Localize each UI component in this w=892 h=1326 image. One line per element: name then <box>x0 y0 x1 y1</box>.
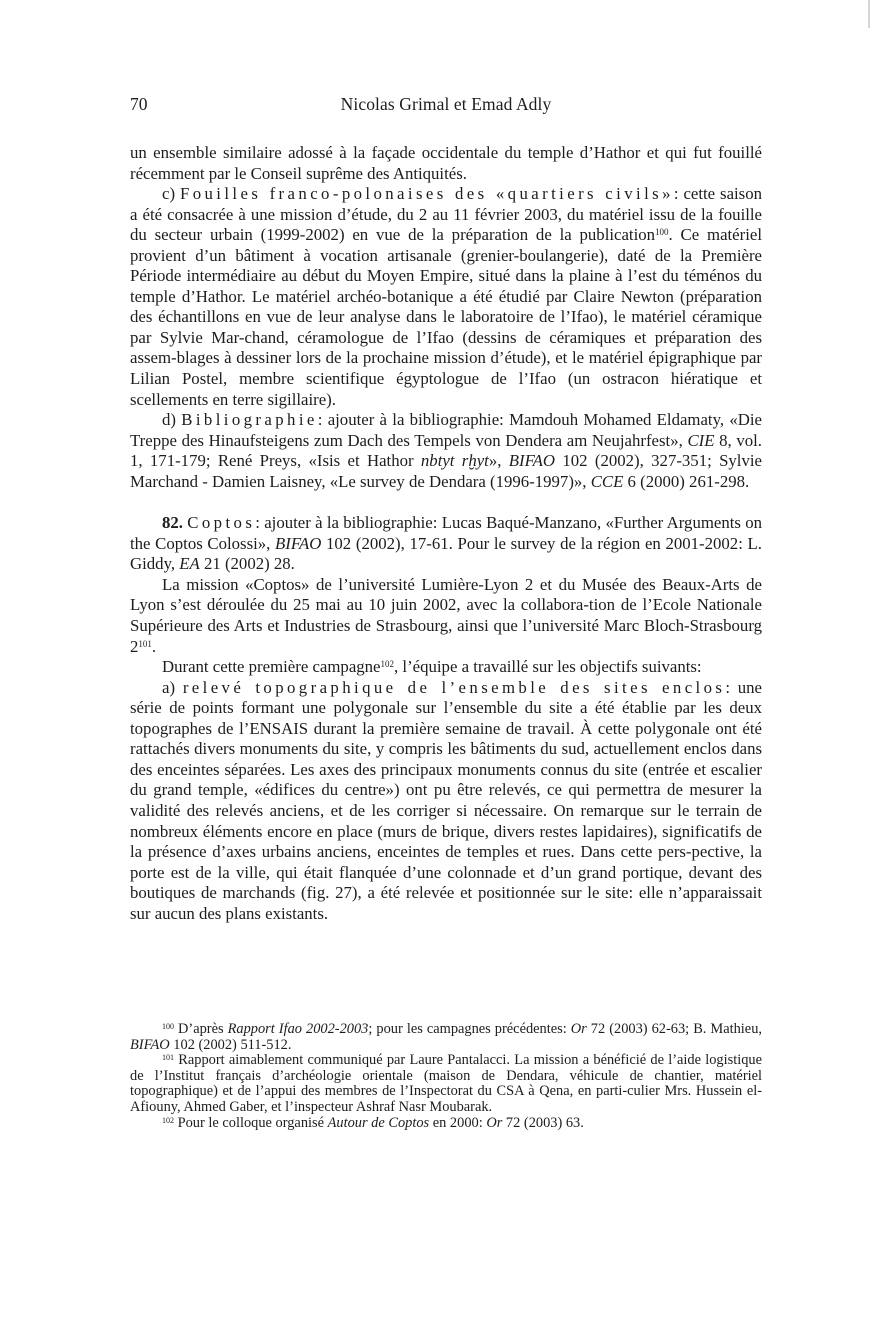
text-run: : cette saison a été consacrée à une mission d’étude, du 2 au 11 février 2003, du matériel issu de la fouille du secteur urbain (1999-2002) en vue de la préparation de la publication <box>130 184 762 245</box>
italic-term: nbtyt rḫyt <box>420 451 489 471</box>
text-run: La mission «Coptos» de l’université Lumière-Lyon 2 et du Musée des Beaux-Arts de Lyon s’est déroulée du 25 mai au 10 juin 2002, avec la collabora-tion de l’Ecole Nationale Supérieure des Arts et Industries de Strasbourg, ainsi que l’université Marc Bloch-Strasbourg 2 <box>130 574 762 656</box>
spaced-heading: relevé topographique de l’ensemble des sites enclos <box>182 677 726 697</box>
spaced-heading: Fouilles franco-polonaises des «quartiers civils» <box>179 184 674 204</box>
journal-title: Or <box>570 1021 587 1037</box>
text-run: . Ce matériel provient d’un bâtiment à vocation artisanale (grenier-boulangerie), daté de la Première Période intermédiaire au début du Moyen Empire, situé dans la plaine à l’est du téménos du temple d’Hathor. Le matériel archéo-botanique a été étudié par Claire Newton (préparation des échantillons en vue de leur analyse dans le laboratoire de l’Ifao), le matériel céramique par Sylvie Mar-chand, céramologue de l’Ifao (dessins de céramiques et préparation des assem-blages à dessiner lors de la prochaine mission d’étude), et le matériel épigraphique par Lilian Postel, membre scientifique égyptologue de l’Ifao (un ostracon hiératique et scellements en terre sigillaire). <box>130 225 762 409</box>
text-run: . <box>151 636 157 656</box>
page-number: 70 <box>130 94 148 114</box>
text-run: : ajouter à la bibliographie: Lucas Baqué-Manzano, «Further Arguments on the Coptos Colossi», <box>130 513 762 553</box>
footnote-100 <box>130 1022 762 1053</box>
footnote-102 <box>130 1116 762 1132</box>
footnotes <box>130 1022 762 1131</box>
journal-title: BIFAO <box>508 451 556 471</box>
text-run: 21 (2002) 28. <box>199 554 295 574</box>
text-run: D’après <box>174 1021 228 1037</box>
section-82-coptos <box>130 513 762 575</box>
paragraph-releve <box>130 678 762 925</box>
paragraph-bibliographie <box>130 410 762 492</box>
text-run: : ajouter à la bibliographie: Mamdouh Mohamed Eldamaty, «Die Treppe des Hinaufsteigens zum Dach des Tempels von Dendera am Neujahrfest», <box>130 410 762 450</box>
footnote-ref-101[interactable]: 101 <box>138 638 152 649</box>
paragraph-campagne <box>130 657 762 678</box>
paragraph-continuation <box>130 143 762 184</box>
text-run: un ensemble similaire adossé à la façade occidentale du temple d’Hathor et qui fut fouillé récemment par le Conseil suprême des Antiquités. <box>130 143 762 183</box>
footnote-number: 102 <box>162 1115 174 1125</box>
spaced-heading: Bibliographie <box>181 410 318 430</box>
footnote-101 <box>130 1053 762 1115</box>
footnote-ref-100[interactable]: 100 <box>655 227 669 238</box>
report-title: Rapport Ifao 2002-2003 <box>227 1021 369 1037</box>
footnote-number: 100 <box>162 1022 174 1031</box>
journal-title: CCE <box>590 471 624 491</box>
text-run: , l’équipe a travaillé sur les objectifs suivants: <box>394 657 702 677</box>
journal-title: CIE <box>687 430 715 450</box>
scan-edge-mark <box>868 0 870 28</box>
text-run: 102 (2002), 327-351; Sylvie Marchand - Damien Laisney, «Le survey de Dendara (1996-1997)», <box>130 451 762 491</box>
journal-title: BIFAO <box>275 533 322 553</box>
text-run: 102 (2002) 511-512. <box>169 1036 292 1053</box>
paragraph-mission <box>130 575 762 657</box>
text-run: Durant cette première campagne <box>162 657 381 677</box>
running-header <box>130 94 762 116</box>
body-text <box>130 143 762 924</box>
text-run: en 2000: <box>429 1114 487 1131</box>
spaced-heading: Coptos <box>187 513 256 533</box>
book-title: Autour de Coptos <box>327 1114 430 1131</box>
text-run: 6 (2000) 261-298. <box>623 471 750 491</box>
text-run: 8, vol. 1, 171-179; René Preys, «Isis et Hathor <box>130 430 763 471</box>
text-run: ; pour les campagnes précédentes: <box>368 1021 571 1037</box>
paragraph-fouilles <box>130 184 762 410</box>
text-run: 72 (2003) 63. <box>502 1114 584 1131</box>
journal-title: BIFAO <box>130 1036 170 1053</box>
item-marker: a) <box>162 677 183 697</box>
footnote-number: 101 <box>162 1053 174 1063</box>
section-number: 82. <box>162 513 183 533</box>
text-run: », <box>488 451 509 471</box>
running-title: Nicolas Grimal et Emad Adly <box>340 94 552 114</box>
journal-title: EA <box>179 554 200 574</box>
item-marker: c) <box>162 184 180 204</box>
item-marker: d) <box>162 410 182 430</box>
text-run: 72 (2003) 62-63; B. Mathieu, <box>586 1021 762 1037</box>
text-run: Pour le colloque organisé <box>174 1114 328 1131</box>
text-run: 102 (2002), 17-61. Pour le survey de la région en 2001-2002: L. Giddy, <box>130 533 762 574</box>
text-run: Rapport aimablement communiqué par Laure Pantalacci. La mission a bénéficié de l’aide logistique de l’Institut français d’archéologie orientale (maison de Dendara, véhicule de chantier, matériel topographique) et de l’appui des membres de l’Inspectorat du CSA à Qena, en parti-culier Mrs. Hussein el-Afiouny, Ahmed Gaber, et l’inspecteur Ashraf Nasr Moubarak. <box>130 1052 762 1115</box>
journal-title: Or <box>486 1114 503 1131</box>
footnote-ref-102[interactable]: 102 <box>380 659 395 670</box>
text-run: : une série de points formant une polygonale sur l’ensemble du site a été établie par les deux topographes de l’ENSAIS durant la première semaine de travail. À cette polygonale ont été rattachés divers monuments du site, y compris les bâtiments du sud, actuellement enclos dans des enceintes séparées. Les axes des principaux monuments connus du site (entrée et escalier du grand temple, «édifices du centre») ont pu être relevés, ce qui permettra de mesurer la validité des relevés anciens, et de les corriger si nécessaire. On remarque sur le terrain de nombreux éléments encore en place (murs de brique, divers restes lapidaires), significatifs de la présence d’axes urbains anciens, enceintes de temples et rues. Dans cette pers-pective, la porte est de la ville, qui était flanquée d’une colonnade et d’un grand portique, devant des boutiques de marchands (fig. 27), a été relevée et positionnée sur le site: elle n’apparaissait sur aucun des plans existants. <box>130 677 762 923</box>
